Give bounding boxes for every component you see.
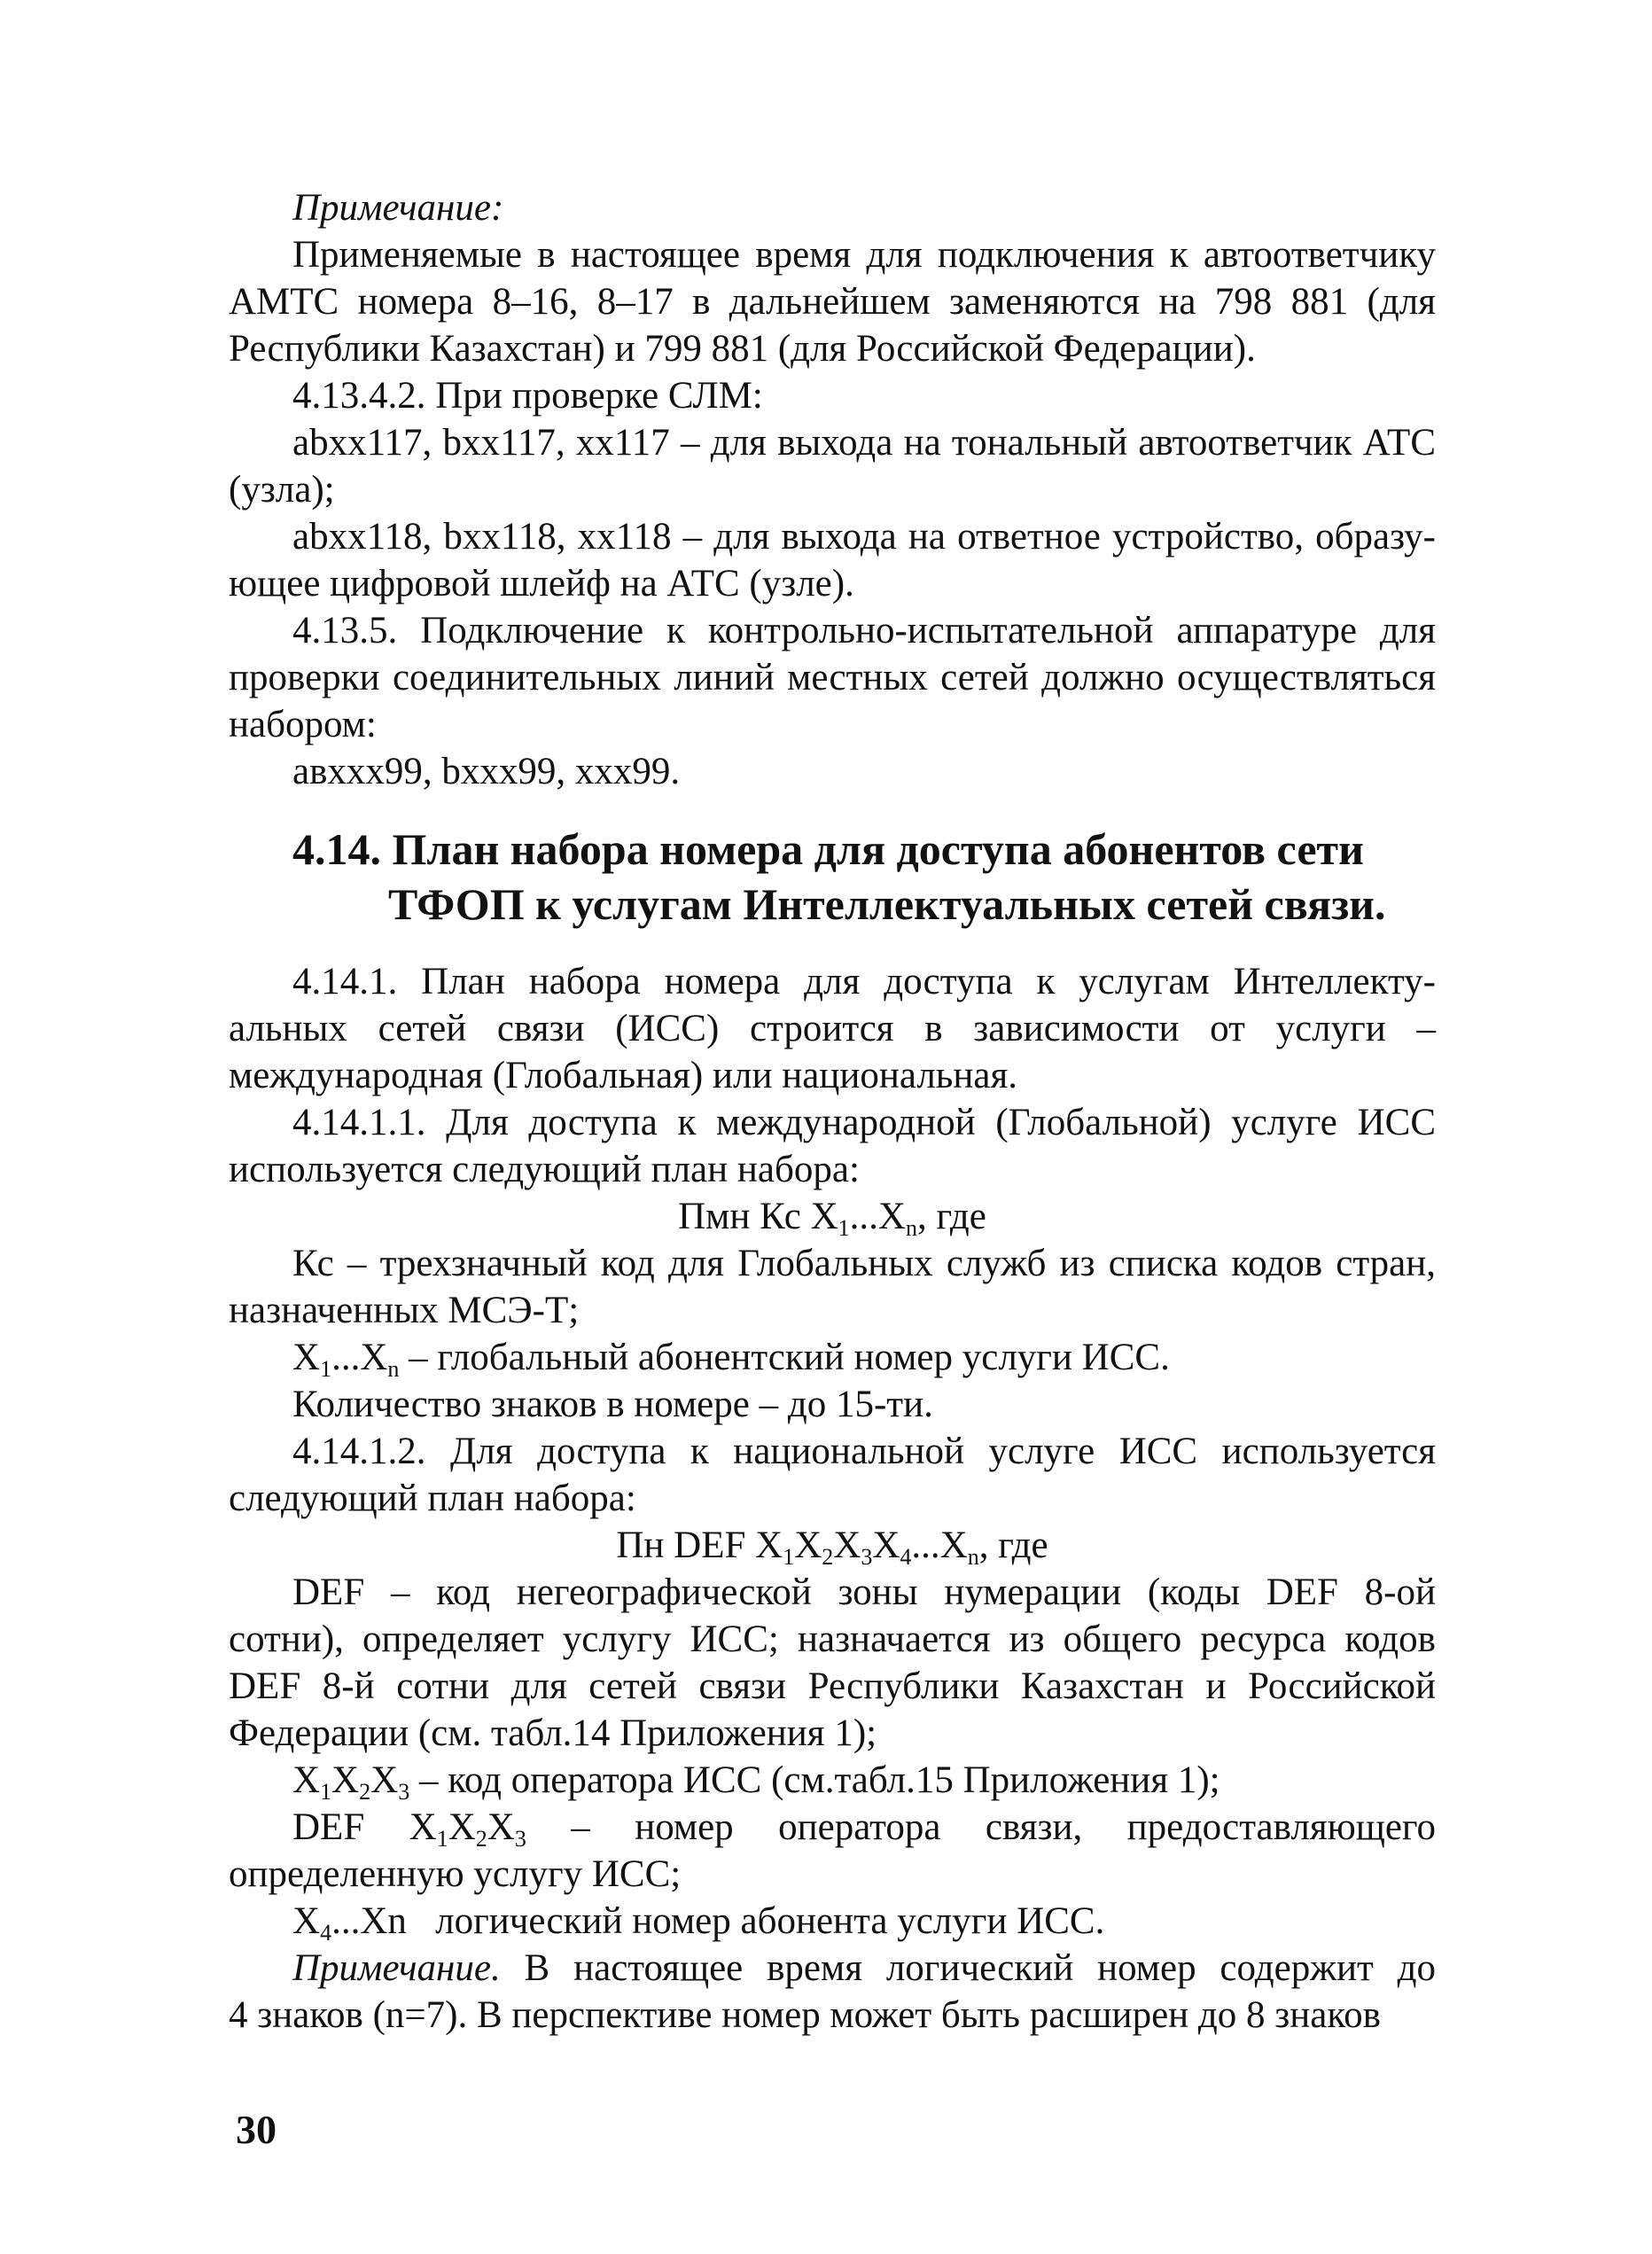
- paragraph-line: Количество знаков в номере – до 15-ти.: [292, 1384, 933, 1425]
- paragraph-line: авxxx99, bxxx99, xxx99.: [292, 751, 681, 792]
- page-body: [229, 184, 1436, 2039]
- note-title: Примечание:: [292, 187, 504, 229]
- paragraph-line: Кс – трехзначный код для Глобальных служб из списка кодов стран,: [292, 1243, 1436, 1284]
- note-line: 4 знаков (n=7). В перспективе номер может быть расширен до 8 знаков: [229, 1994, 1381, 2036]
- paragraph-line: 4.14.1.2. Для доступа к национальной услуге ИСС используется: [292, 1431, 1436, 1472]
- paragraph-line: следующий план набора:: [229, 1478, 636, 1519]
- paragraph-line: DEF 8-й сотни для сетей связи Республики Казахстан и Российской: [229, 1665, 1436, 1707]
- paragraph-line: набором:: [229, 704, 377, 745]
- note-line: АМТС номера 8–16, 8–17 в дальнейшем заменяются на 798 881 (для: [229, 281, 1436, 323]
- definition-line: $X_1...X_n$ – глобальный абонентский номер услуги ИСС.: [292, 1337, 1170, 1382]
- note-label: Примечание.: [292, 1947, 501, 1989]
- page-number: 30: [236, 2107, 277, 2152]
- paragraph-line: (узла);: [229, 469, 335, 511]
- paragraph-line: сотни), определяет услугу ИСС; назначается из общего ресурса кодов: [229, 1618, 1436, 1660]
- paragraph-line: альных сетей связи (ИСС) строится в зависимости от услуги –: [229, 1008, 1436, 1049]
- paragraph-line: DEF – код негеографической зоны нумерации (коды DEF 8-ой: [292, 1572, 1436, 1613]
- definition-line: $X_1X_2X_3$ – код оператора ИСС (см.табл.15 Приложения 1);: [292, 1759, 1220, 1805]
- paragraph-line: проверки соединительных линий местных сетей должно осуществляться: [229, 657, 1436, 698]
- paragraph-line: ющее цифровой шлейф на АТС (узле).: [229, 563, 854, 604]
- paragraph-line: 4.14.1.1. Для доступа к международной (Глобальной) услуге ИСС: [292, 1102, 1436, 1143]
- paragraph-line: используется следующий план набора:: [229, 1149, 860, 1190]
- paragraph-line: 4.13.5. Подключение к контрольно-испытательной аппаратуре для: [292, 610, 1436, 651]
- paragraph-4-13-4-2-heading: 4.13.4.2. При проверке СЛМ:: [292, 375, 763, 417]
- formula-global: Пмн Кс $X_1...X_n$, где: [678, 1196, 986, 1241]
- paragraph-line: 4.14.1. План набора номера для доступа к услугам Интеллекту-: [292, 961, 1436, 1002]
- note-line: Примечание. В настоящее время логический номер содержит до: [292, 1947, 1436, 1989]
- note-line: Республики Казахстан) и 799 881 (для Российской Федерации).: [229, 328, 1256, 370]
- note-line: Применяемые в настоящее время для подключения к автоответчику: [292, 234, 1436, 276]
- section-heading-line: ТФОП к услугам Интеллектуальных сетей связи.: [388, 879, 1386, 929]
- definition-line: DEF $X_1X_2X_3$ – номер оператора связи, предоставляющего: [292, 1806, 1436, 1852]
- paragraph-line: международная (Глобальная) или национальная.: [229, 1055, 1018, 1096]
- formula-national: Пн DEF $X_1X_2X_3X_4...X_n$, где: [616, 1525, 1048, 1570]
- paragraph-line: abxx117, bxx117, xx117 – для выхода на тональный автоответчик АТС: [292, 422, 1436, 464]
- paragraph-line: определенную услугу ИСС;: [229, 1853, 682, 1895]
- paragraph-line: назначенных МСЭ-Т;: [229, 1290, 580, 1331]
- paragraph-line: abxx118, bxx118, xx118 – для выхода на ответное устройство, образу-: [292, 516, 1436, 558]
- paragraph-line: Федерации (см. табл.14 Приложения 1);: [229, 1712, 877, 1754]
- definition-line: $X_4...Xn$ логический номер абонента услуги ИСС.: [292, 1900, 1105, 1946]
- section-heading-line: 4.14. План набора номера для доступа абонентов сети: [292, 824, 1364, 874]
